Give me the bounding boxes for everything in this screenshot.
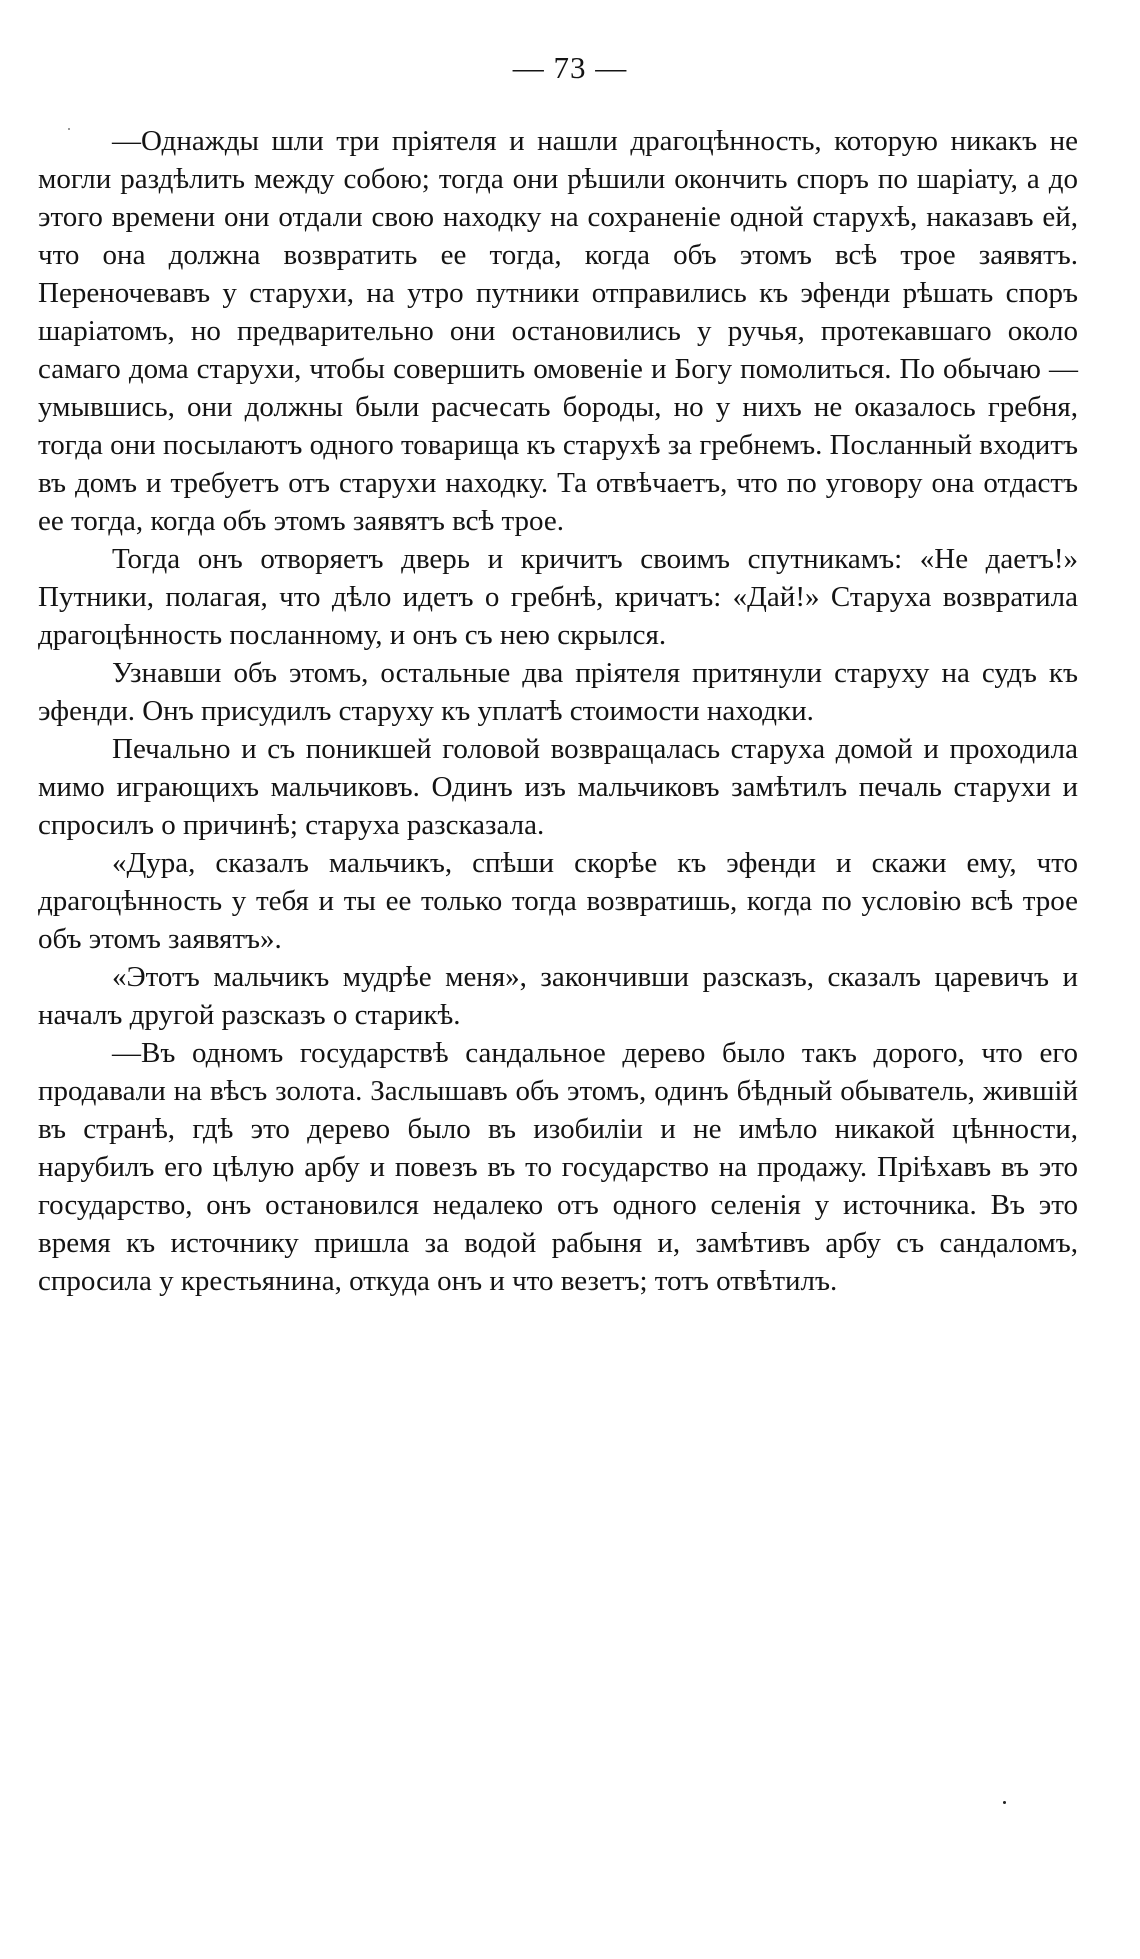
paragraph-3: Узнавши объ этомъ, остальные два прiятеля притянули старуху на судъ къ эфенди. Онъ присудилъ старуху къ уплатѣ стоимости находки. [38, 657, 1078, 727]
paragraph-6: «Этотъ мальчикъ мудрѣе меня», закончивши разсказъ, сказалъ царевичъ и началъ другой разсказъ о старикѣ. [38, 961, 1078, 1031]
body-text [38, 122, 1078, 1300]
scan-speck [68, 128, 70, 130]
paragraph-5: «Дура, сказалъ мальчикъ, спѣши скорѣе къ эфенди и скажи ему, что драгоцѣнность у тебя и ты ее только тогда возвратишь, когда по условiю всѣ трое объ этомъ заявятъ». [38, 847, 1078, 955]
paragraph-2: Тогда онъ отворяетъ дверь и кричитъ своимъ спутникамъ: «Не даетъ!» Путники, полагая, что дѣло идетъ о гребнѣ, кричатъ: «Дай!» Старуха возвратила драгоцѣнность посланному, и онъ съ нею скрылся. [38, 543, 1078, 651]
paragraph-1: —Однажды шли три прiятеля и нашли драгоцѣнность, которую никакъ не могли раздѣлить между собою; тогда они рѣшили окончить споръ по шарiату, а до этого времени они отдали свою находку на сохраненiе одной старухѣ, наказавъ ей, что она должна возвратить ее тогда, когда объ этомъ всѣ трое заявятъ. Переночевавъ у старухи, на утро путники отправились къ эфенди рѣшать споръ шарiатомъ, но предварительно они остановились у ручья, протекавшаго около самаго дома старухи, чтобы совершить омовенiе и Богу помолиться. По обычаю — умывшись, они должны были расчесать бороды, но у нихъ не оказалось гребня, тогда они посылаютъ одного товарища къ старухѣ за гребнемъ. Посланный входитъ въ домъ и требуетъ отъ старухи находку. Та отвѣчаетъ, что по уговору она отдастъ ее тогда, когда объ этомъ заявятъ всѣ трое. [38, 125, 1078, 537]
paragraph-7: —Въ одномъ государствѣ сандальное дерево было такъ дорого, что его продавали на вѣсъ золота. Заслышавъ объ этомъ, одинъ бѣдный обыватель, жившiй въ странѣ, гдѣ это дерево было въ изобилiи и не имѣло никакой цѣнности, нарубилъ его цѣлую арбу и повезъ въ то государство на продажу. Прiѣхавъ въ это государство, онъ остановился недалеко отъ одного селенiя у источника. Въ это время къ источнику пришла за водой рабыня и, замѣтивъ арбу съ сандаломъ, спросила у крестьянина, откуда онъ и что везетъ; тотъ отвѣтилъ. [38, 1037, 1078, 1297]
ink-dot [1003, 1801, 1006, 1804]
paragraph-4: Печально и съ поникшей головой возвращалась старуха домой и проходила мимо играющихъ мальчиковъ. Одинъ изъ мальчиковъ замѣтилъ печаль старухи и спросилъ о причинѣ; старуха разсказала. [38, 733, 1078, 841]
page-number: — 73 — [512, 50, 628, 85]
